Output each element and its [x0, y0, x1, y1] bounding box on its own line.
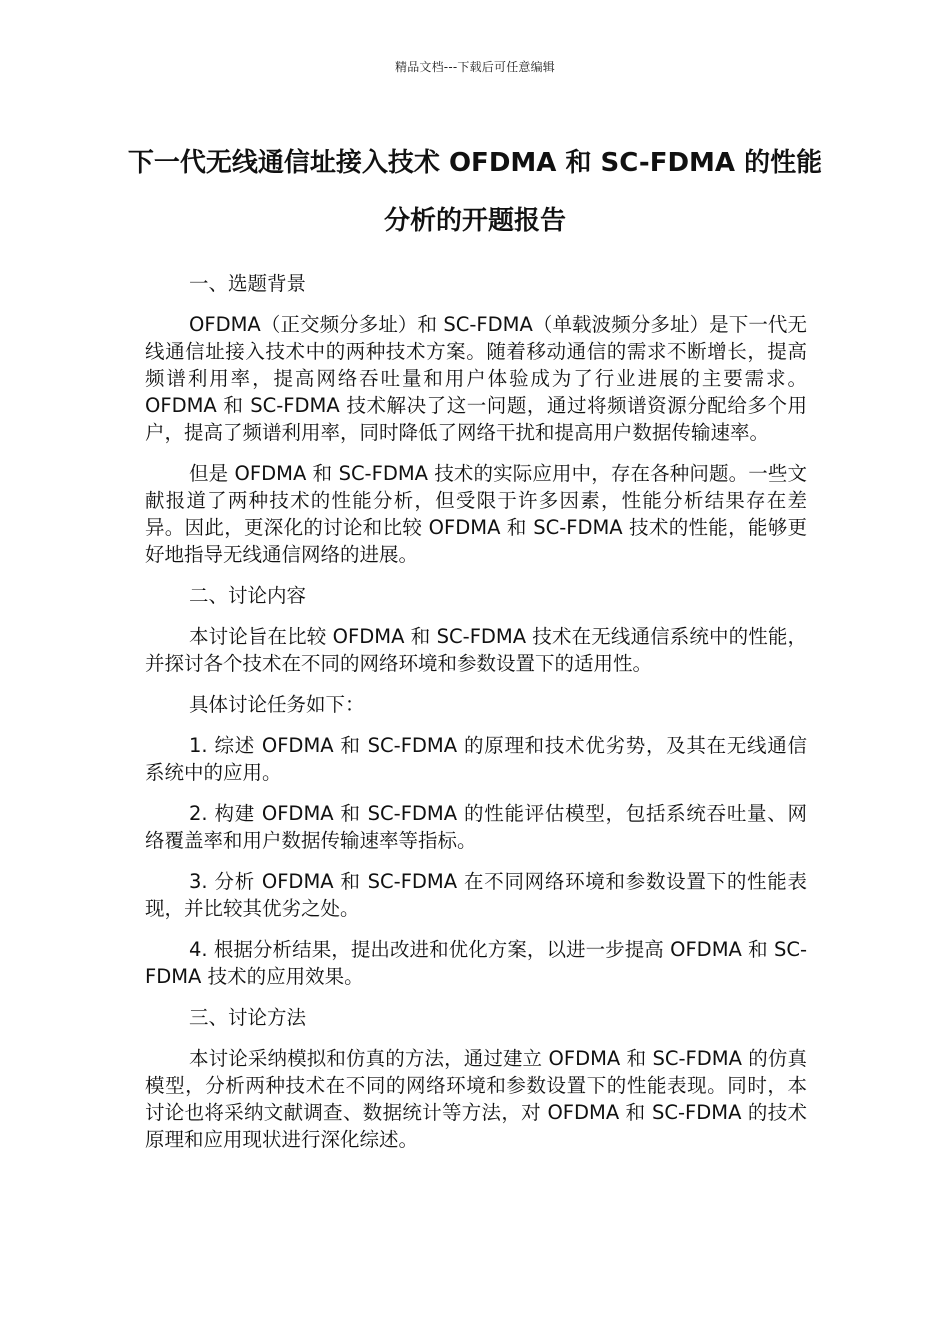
list-item: 1. 综述 OFDMA 和 SC-FDMA 的原理和技术优劣势，及其在无线通信系统中的应用。 [145, 734, 807, 784]
header-note: 精品文档---下载后可任意编辑 [395, 60, 555, 74]
paragraph: 本讨论采纳模拟和仿真的方法，通过建立 OFDMA 和 SC-FDMA 的仿真模型，分析两种技术在不同的网络环境和参数设置下的性能表现。同时，本讨论也将采纳文献调查、数据统计等方法，对 OFDMA 和 SC-FDMA 的技术原理和应用现状进行深化综述。 [145, 1047, 807, 1151]
list-item: 2. 构建 OFDMA 和 SC-FDMA 的性能评估模型，包括系统吞吐量、网络覆盖率和用户数据传输速率等指标。 [145, 802, 807, 852]
paragraph: OFDMA（正交频分多址）和 SC-FDMA（单载波频分多址）是下一代无线通信址接入技术中的两种技术方案。随着移动通信的需求不断增长，提高频谱利用率，提高网络吞吐量和用户体验成为了行业进展的主要需求。OFDMA 和 SC-FDMA 技术解决了这一问题，通过将频谱资源分配给多个用户，提高了频谱利用率，同时降低了网络干扰和提高用户数据传输速率。 [145, 313, 807, 444]
section-heading-content: 二、讨论内容 [189, 584, 307, 607]
paragraph: 具体讨论任务如下： [189, 693, 365, 716]
paragraph: 本讨论旨在比较 OFDMA 和 SC-FDMA 技术在无线通信系统中的性能，并探讨各个技术在不同的网络环境和参数设置下的适用性。 [145, 625, 807, 675]
list-item: 4. 根据分析结果，提出改进和优化方案，以进一步提高 OFDMA 和 SC-FDMA 技术的应用效果。 [145, 938, 807, 988]
document-title: 下一代无线通信址接入技术 OFDMA 和 SC-FDMA 的性能分析的开题报告 [127, 148, 823, 236]
section-heading-background: 一、选题背景 [189, 272, 307, 295]
list-item: 3. 分析 OFDMA 和 SC-FDMA 在不同网络环境和参数设置下的性能表现，并比较其优劣之处。 [145, 870, 807, 920]
document-body [145, 270, 807, 1167]
paragraph: 但是 OFDMA 和 SC-FDMA 技术的实际应用中，存在各种问题。一些文献报道了两种技术的性能分析，但受限于许多因素，性能分析结果存在差异。因此，更深化的讨论和比较 OFDMA 和 SC-FDMA 技术的性能，能够更好地指导无线通信网络的进展。 [145, 462, 807, 566]
section-heading-method: 三、讨论方法 [189, 1006, 307, 1029]
